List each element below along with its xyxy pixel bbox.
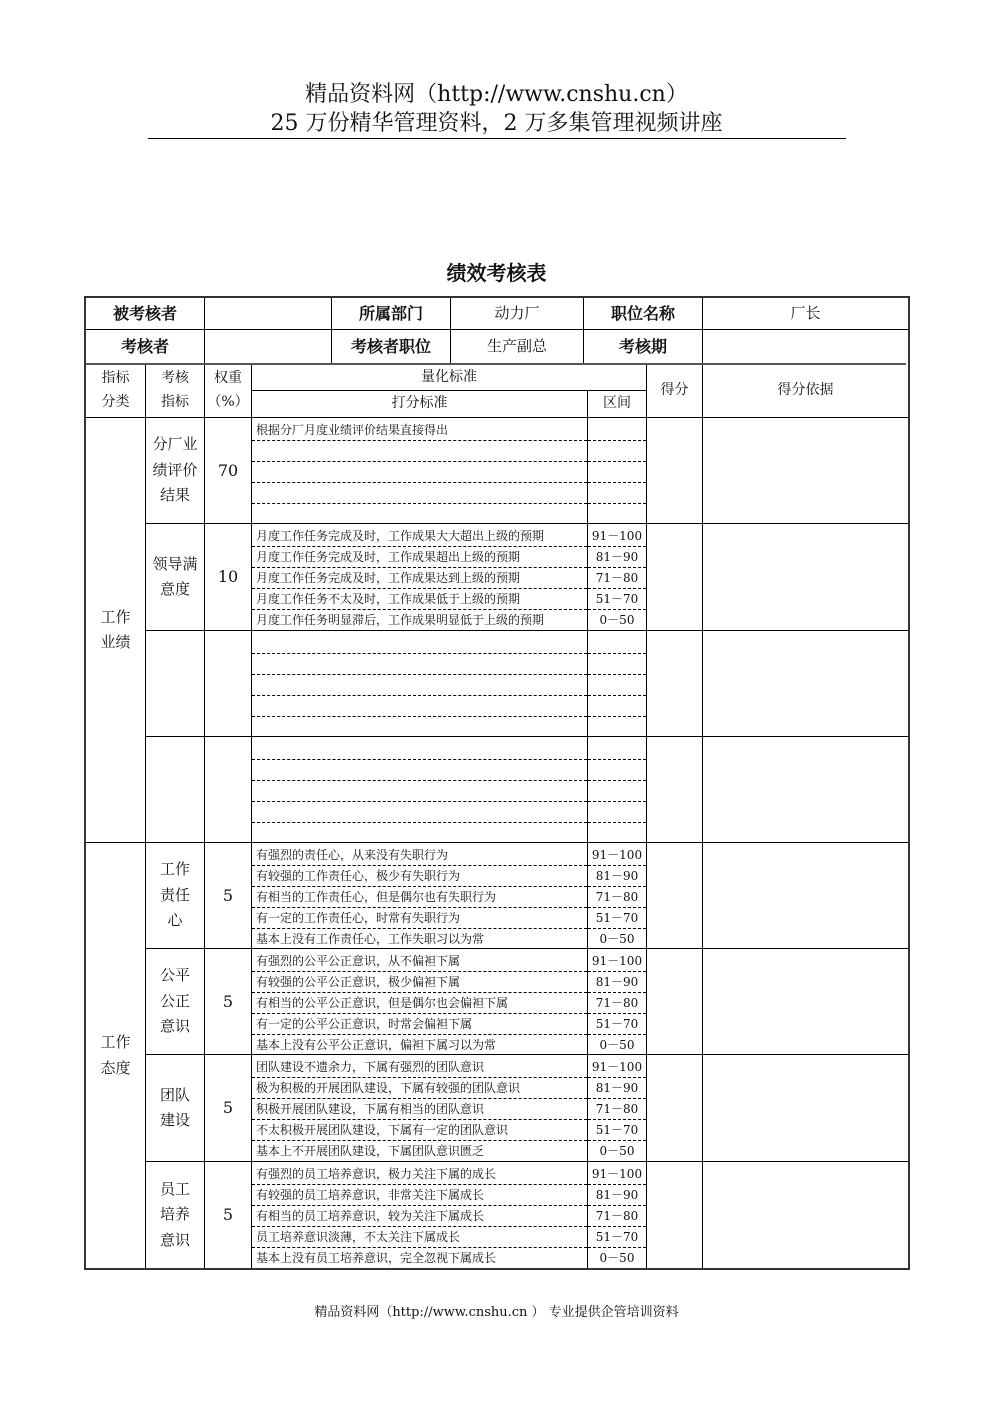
- period-label: 考核期: [584, 330, 703, 363]
- criterion: 极为积极的开展团队建设，下属有较强的团队意识: [252, 1078, 587, 1099]
- range-cell: 91－100: [588, 845, 646, 866]
- col-quant-standard: 量化标准: [252, 365, 647, 391]
- score-r2[interactable]: [647, 524, 703, 631]
- period-value[interactable]: [703, 330, 908, 363]
- assessor-position-label: 考核者职位: [332, 330, 451, 363]
- criteria-r5: [252, 843, 588, 949]
- col-weight: 权重（%）: [205, 365, 252, 418]
- col-category: 指标分类: [86, 365, 146, 418]
- ranges-r6: [588, 949, 647, 1055]
- ranges-r7: [588, 1055, 647, 1162]
- criterion: 有相当的员工培养意识，较为关注下属成长: [252, 1206, 587, 1227]
- criterion: [252, 462, 587, 483]
- indicator-r8: 员工培养意识: [146, 1162, 205, 1268]
- range-cell: 51－70: [588, 908, 646, 929]
- criterion: 积极开展团队建设，下属有相当的团队意识: [252, 1099, 587, 1120]
- criterion: [252, 675, 587, 696]
- assessment-table: [84, 296, 910, 1270]
- basis-r8[interactable]: [703, 1162, 908, 1268]
- range-cell: 81－90: [588, 1078, 646, 1099]
- indicator-r1: 分厂业绩评价结果: [146, 418, 205, 524]
- score-r6[interactable]: [647, 949, 703, 1055]
- basis-r7[interactable]: [703, 1055, 908, 1162]
- criteria-r6: [252, 949, 588, 1055]
- range-cell: 51－70: [588, 1014, 646, 1035]
- criterion: 基本上没有员工培养意识，完全忽视下属成长: [256, 1251, 497, 1265]
- criterion: [252, 504, 587, 525]
- range-cell: 71－80: [588, 887, 646, 908]
- range-cell: [588, 633, 646, 654]
- range-cell: 71－80: [588, 1099, 646, 1120]
- criterion: 有一定的工作责任心，时常有失职行为: [252, 908, 587, 929]
- weight-r2: 10: [205, 524, 252, 631]
- ranges-r5: [588, 843, 647, 949]
- weight-r1: 70: [205, 418, 252, 524]
- position-value: 厂长: [703, 298, 908, 330]
- criteria-r4: [252, 737, 588, 843]
- position-label: 职位名称: [584, 298, 703, 330]
- basis-r1[interactable]: [703, 418, 908, 524]
- score-r3[interactable]: [647, 631, 703, 737]
- criterion: 基本上不开展团队建设，下属团队意识匮乏: [256, 1144, 485, 1158]
- indicator-r3[interactable]: [146, 631, 205, 737]
- indicator-r6: 公平公正意识: [146, 949, 205, 1055]
- ranges-r1: [588, 418, 647, 524]
- ranges-r2: [588, 524, 647, 631]
- criterion: [252, 654, 587, 675]
- range-cell: 91－100: [588, 1164, 646, 1185]
- range-cell: 71－80: [588, 1206, 646, 1227]
- range-cell: [588, 420, 646, 441]
- score-r4[interactable]: [647, 737, 703, 843]
- basis-r3[interactable]: [703, 631, 908, 737]
- criterion: 月度工作任务完成及时，工作成果大大超出上级的预期: [252, 526, 587, 547]
- criteria-r3: [252, 631, 588, 737]
- basis-r4[interactable]: [703, 737, 908, 843]
- criterion: 有较强的公平公正意识，极少偏袒下属: [252, 972, 587, 993]
- page-footer: 精品资料网（http://www.cnshu.cn ） 专业提供企管培训资料: [314, 1305, 679, 1320]
- assessor-label: 考核者: [86, 330, 205, 363]
- range-cell: 91－100: [588, 526, 646, 547]
- range-cell: 51－70: [588, 1120, 646, 1141]
- criterion: 有相当的公平公正意识，但是偶尔也会偏袒下属: [252, 993, 587, 1014]
- criterion: [252, 802, 587, 823]
- weight-r7: 5: [205, 1055, 252, 1162]
- range-cell: 81－90: [588, 972, 646, 993]
- indicator-r2: 领导满意度: [146, 524, 205, 631]
- weight-r8: 5: [205, 1162, 252, 1268]
- range-cell: 91－100: [588, 951, 646, 972]
- score-r7[interactable]: [647, 1055, 703, 1162]
- criteria-r2: [252, 524, 588, 631]
- ranges-r8: [588, 1162, 647, 1268]
- range-cell: 51－70: [588, 1227, 646, 1248]
- category-attitude: 工作态度: [86, 843, 146, 1268]
- score-r8[interactable]: [647, 1162, 703, 1268]
- range-cell: [588, 696, 646, 717]
- weight-r6: 5: [205, 949, 252, 1055]
- criterion: 有较强的工作责任心，极少有失职行为: [252, 866, 587, 887]
- range-cell: 81－90: [588, 547, 646, 568]
- dept-label: 所属部门: [332, 298, 451, 330]
- criterion: 有一定的公平公正意识，时常会偏袒下属: [252, 1014, 587, 1035]
- indicator-r7: 团队建设: [146, 1055, 205, 1162]
- assessee-value[interactable]: [205, 298, 332, 330]
- range-cell: [588, 739, 646, 760]
- page-header-tagline: 25 万份精华管理资料，2 万多集管理视频讲座: [270, 111, 723, 136]
- page-header-site: 精品资料网（http://www.cnshu.cn）: [305, 82, 688, 107]
- range-cell: 0－50: [599, 1144, 635, 1158]
- indicator-r4[interactable]: [146, 737, 205, 843]
- range-cell: [588, 675, 646, 696]
- criterion: 有相当的工作责任心，但是偶尔也有失职行为: [252, 887, 587, 908]
- criterion: [252, 633, 587, 654]
- col-indicator: 考核指标: [146, 365, 205, 418]
- header-divider: [148, 138, 846, 139]
- col-score: 得分: [647, 365, 703, 418]
- ranges-r3: [588, 631, 647, 737]
- col-range: 区间: [588, 391, 647, 418]
- criterion: 员工培养意识淡薄，不太关注下属成长: [252, 1227, 587, 1248]
- criterion: 基本上没有公平公正意识，偏袒下属习以为常: [256, 1038, 497, 1052]
- range-cell: 71－80: [588, 568, 646, 589]
- weight-r4[interactable]: [205, 737, 252, 843]
- weight-r3[interactable]: [205, 631, 252, 737]
- criteria-r1: [252, 418, 588, 524]
- criterion: 根据分厂月度业绩评价结果直接得出: [252, 420, 587, 441]
- criterion: 基本上没有工作责任心，工作失职习以为常: [256, 932, 485, 946]
- range-cell: [588, 802, 646, 823]
- range-cell: [588, 483, 646, 504]
- assessor-position-value: 生产副总: [451, 330, 584, 363]
- criterion: 月度工作任务不太及时，工作成果低于上级的预期: [252, 589, 587, 610]
- ranges-r4: [588, 737, 647, 843]
- criterion: 月度工作任务完成及时，工作成果超出上级的预期: [252, 547, 587, 568]
- criterion: 有强烈的公平公正意识，从不偏袒下属: [252, 951, 587, 972]
- criterion: 月度工作任务明显滞后，工作成果明显低于上级的预期: [256, 613, 545, 627]
- criterion: 不太积极开展团队建设，下属有一定的团队意识: [252, 1120, 587, 1141]
- criterion: [252, 760, 587, 781]
- range-cell: 51－70: [588, 589, 646, 610]
- weight-r5: 5: [205, 843, 252, 949]
- range-cell: [588, 441, 646, 462]
- assessee-label: 被考核者: [86, 298, 205, 330]
- criterion: [252, 739, 587, 760]
- dept-value: 动力厂: [451, 298, 584, 330]
- criteria-r7: [252, 1055, 588, 1162]
- form-title: 绩效考核表: [446, 261, 547, 285]
- assessor-value[interactable]: [205, 330, 332, 363]
- range-cell: 0－50: [599, 613, 635, 627]
- range-cell: [588, 781, 646, 802]
- range-cell: 81－90: [588, 866, 646, 887]
- criterion: 月度工作任务完成及时，工作成果达到上级的预期: [252, 568, 587, 589]
- range-cell: [588, 462, 646, 483]
- range-cell: 71－80: [588, 993, 646, 1014]
- criterion: [252, 696, 587, 717]
- basis-r6[interactable]: [703, 949, 908, 1055]
- criterion: 有强烈的责任心，从来没有失职行为: [252, 845, 587, 866]
- criteria-r8: [252, 1162, 588, 1268]
- basis-r2[interactable]: [703, 524, 908, 631]
- range-cell: 91－100: [588, 1057, 646, 1078]
- range-cell: 0－50: [599, 932, 635, 946]
- range-cell: [588, 760, 646, 781]
- category-performance: 工作业绩: [86, 418, 146, 843]
- range-cell: 0－50: [599, 1038, 635, 1052]
- criterion: 团队建设不遗余力，下属有强烈的团队意识: [252, 1057, 587, 1078]
- basis-r5[interactable]: [703, 843, 908, 949]
- criterion: 有强烈的员工培养意识，极力关注下属的成长: [252, 1164, 587, 1185]
- col-score-basis: 得分依据: [703, 365, 908, 418]
- range-cell: 0－50: [599, 1251, 635, 1265]
- score-r1[interactable]: [647, 418, 703, 524]
- indicator-r5: 工作责任心: [146, 843, 205, 949]
- criterion: 有较强的员工培养意识，非常关注下属成长: [252, 1185, 587, 1206]
- criterion: [252, 781, 587, 802]
- criterion: [252, 483, 587, 504]
- criterion: [252, 441, 587, 462]
- range-cell: [588, 654, 646, 675]
- range-cell: 81－90: [588, 1185, 646, 1206]
- col-scoring-standard: 打分标准: [252, 391, 588, 418]
- score-r5[interactable]: [647, 843, 703, 949]
